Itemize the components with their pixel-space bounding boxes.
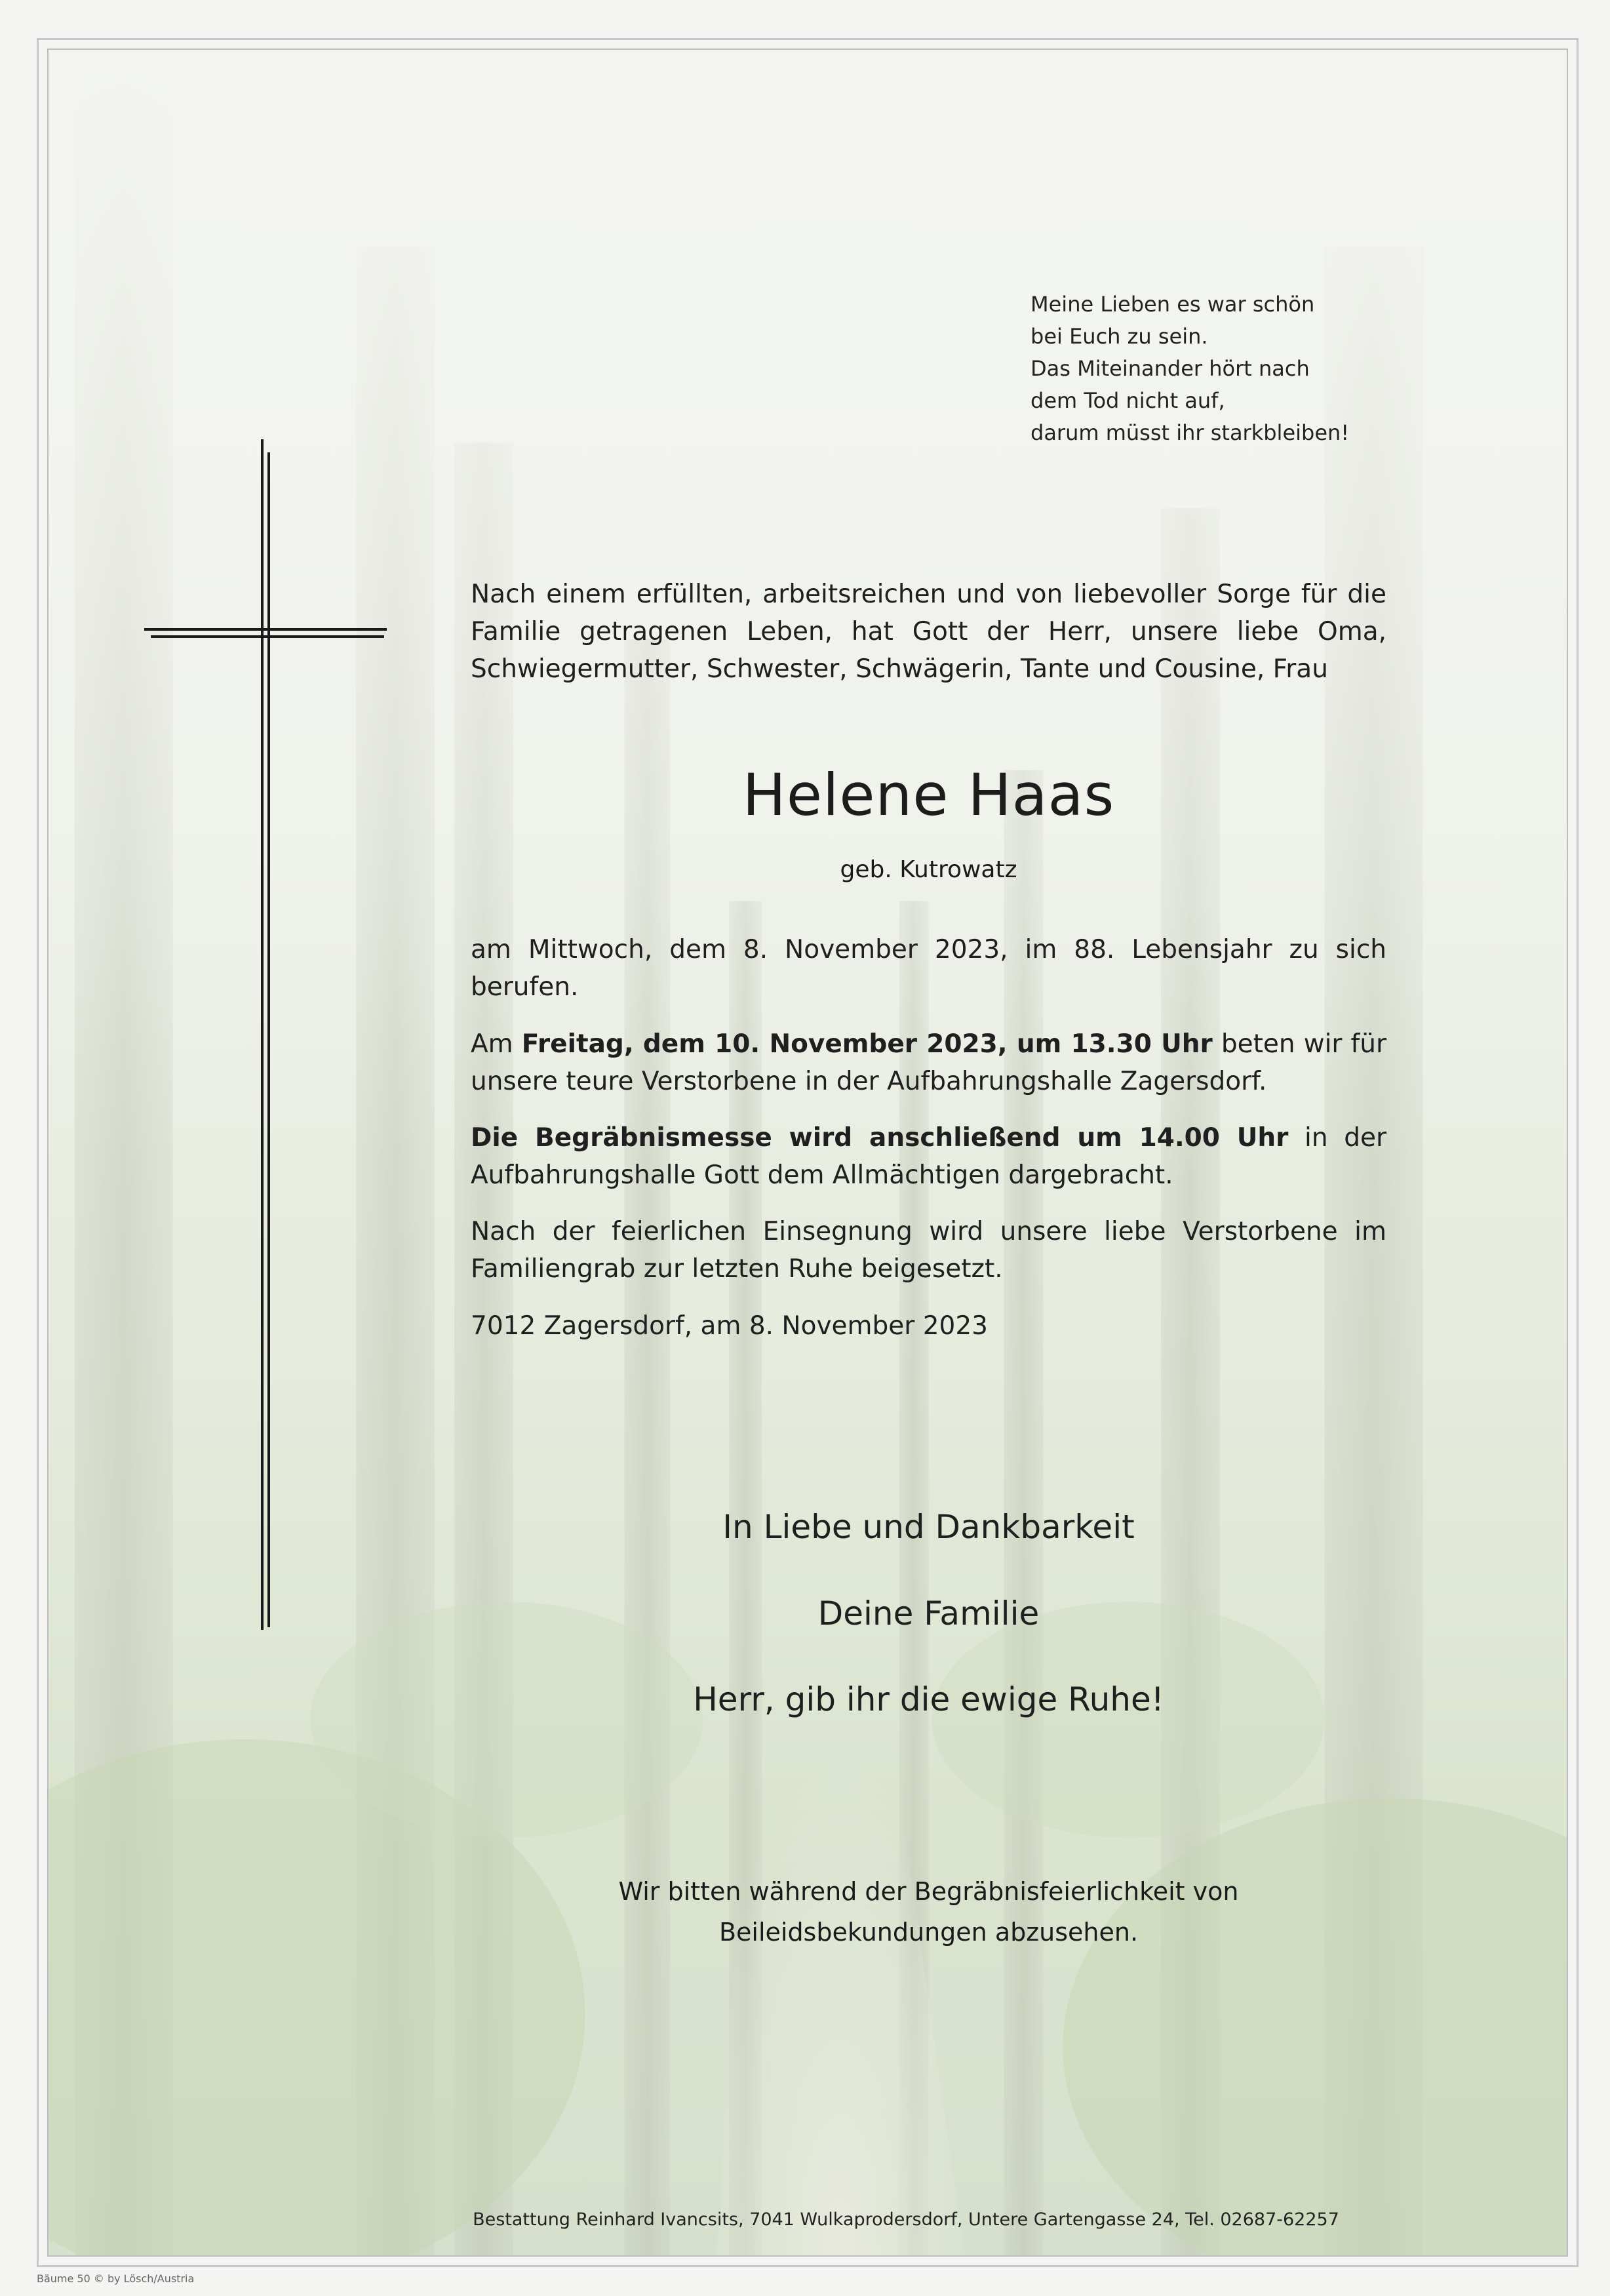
intro-paragraph: Nach einem erfüllten, arbeitsreichen und von liebevoller Sorge für die Familie getragenen Leben, hat Gott der Herr, unsere liebe Oma, Schwiegermutter, Schwester, Schwägerin, Tante und Cousine, Frau [471, 580, 1386, 684]
closing-love: In Liebe und Dankbarkeit [722, 1508, 1135, 1546]
prayer-paragraph [471, 1025, 1386, 1100]
notice-line: Wir bitten während der Begräbnisfeierlichkeit von [618, 1877, 1239, 1906]
birth-name: geb. Kutrowatz [840, 856, 1017, 883]
closing-prayer: Herr, gib ihr die ewige Ruhe! [693, 1680, 1164, 1718]
condolence-notice [471, 1871, 1386, 1952]
motto-line: darum müsst ihr starkbleiben! [1031, 420, 1350, 445]
funeral-home-footer: Bestattung Reinhard Ivancsits, 7041 Wulkaprodersdorf, Untere Gartengasse 24, Tel. 02687-62257 [473, 2209, 1339, 2230]
prayer-lead: Am [471, 1029, 513, 1059]
mass-paragraph [471, 1119, 1386, 1194]
prayer-time: Freitag, dem 10. November 2023, um 13.30 Uhr [521, 1029, 1213, 1059]
image-credit: Bäume 50 © by Lösch/Austria [37, 2272, 195, 2285]
motto-line: bei Euch zu sein. [1031, 324, 1208, 349]
prayer-rest: beten wir für unsere teure Verstorbene in der Aufbahrungshalle Zagersdorf. [471, 1029, 1387, 1096]
motto-verse [1031, 288, 1450, 449]
closing-family: Deine Familie [817, 1594, 1040, 1633]
mass-rest: in der Aufbahrungshalle Gott dem Allmächtigen dargebracht. [471, 1123, 1386, 1190]
cross-icon [138, 433, 400, 1639]
place-date: 7012 Zagersdorf, am 8. November 2023 [471, 1311, 988, 1341]
notice-line: Beileidsbekundungen abzusehen. [718, 1918, 1139, 1947]
death-paragraph: am Mittwoch, dem 8. November 2023, im 88. Lebensjahr zu sich berufen. [471, 935, 1386, 1002]
deceased-name: Helene Haas [742, 761, 1115, 829]
motto-line: dem Tod nicht auf, [1031, 388, 1225, 413]
motto-line: Das Miteinander hört nach [1031, 356, 1310, 381]
mass-time: Die Begräbnismesse wird anschließend um 14.00 Uhr [471, 1123, 1289, 1153]
motto-line: Meine Lieben es war schön [1031, 292, 1315, 317]
burial-paragraph: Nach der feierlichen Einsegnung wird unsere liebe Verstorbene im Familiengrab zur letzten Ruhe beigesetzt. [471, 1217, 1386, 1284]
